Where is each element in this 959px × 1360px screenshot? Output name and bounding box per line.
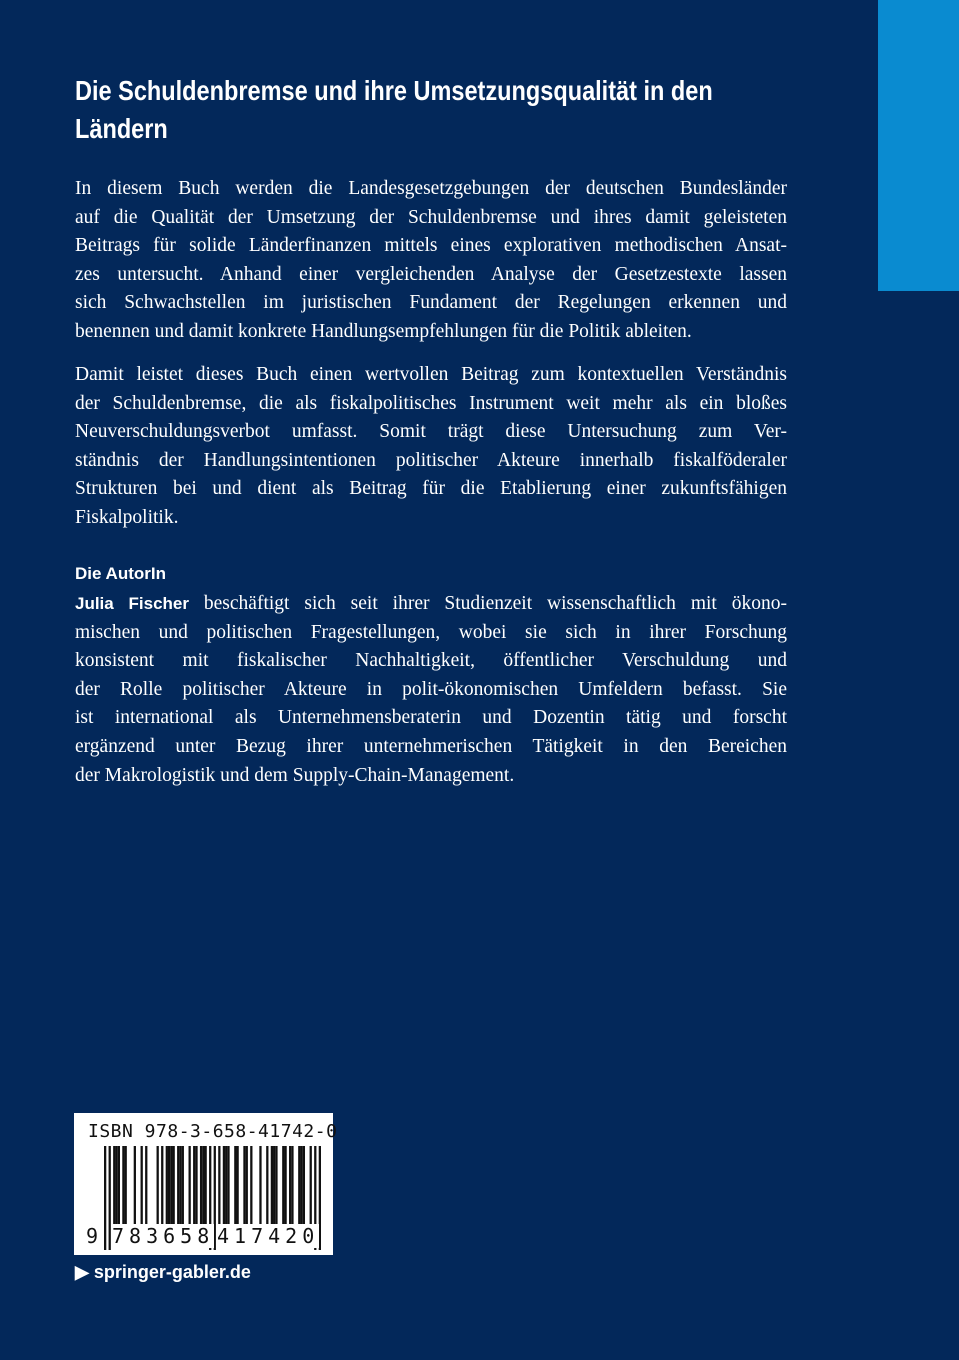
barcode-bar xyxy=(157,1146,159,1227)
barcode-bar xyxy=(250,1146,252,1227)
book-title xyxy=(75,72,831,148)
barcode-bar xyxy=(303,1146,305,1227)
text-line: Damit leistet dieses Buch einen wertvollen Beitrag zum kontextuellen Verständnis xyxy=(75,364,787,385)
arrow-icon: ▶ xyxy=(75,1262,89,1282)
barcode-bar xyxy=(125,1146,127,1227)
author-bio-text: beschäftigt sich seit ihrer Studienzeit wissenschaftlich mit ökono- xyxy=(188,593,788,614)
barcode-bar xyxy=(161,1146,163,1227)
text-line: der Rolle politischer Akteure in polit-ökonomischen Umfeldern befasst. Sie xyxy=(75,678,787,700)
barcode-bar xyxy=(223,1146,225,1227)
barcode-bar xyxy=(291,1146,293,1227)
barcode-bar xyxy=(275,1146,277,1227)
barcode-bar xyxy=(289,1146,291,1227)
barcode-bar xyxy=(282,1146,284,1227)
text-line: ergänzend unter Bezug ihrer unternehmerischen Tätigkeit in den Bereichen xyxy=(75,735,787,757)
text-line: zes untersucht. Anhand einer vergleichenden Analyse der Gesetzestexte lassen xyxy=(75,263,787,285)
barcode-first-digit: 9 xyxy=(86,1224,104,1248)
text-line: der Makrologistik und dem Supply-Chain-Management. xyxy=(75,764,515,786)
text-line: sich Schwachstellen im juristischen Fundament der Regelungen erkennen und xyxy=(75,292,787,314)
barcode-right-digits: 417420 xyxy=(217,1224,320,1248)
barcode-bar xyxy=(273,1146,275,1227)
barcode-bar xyxy=(122,1146,124,1227)
barcode-bar xyxy=(300,1146,302,1227)
barcode-bar xyxy=(179,1146,181,1227)
text-line: Fiskalpolitik. xyxy=(75,506,179,528)
title-line: Ländern xyxy=(75,113,168,144)
description-paragraph-1 xyxy=(75,175,787,347)
barcode-bar xyxy=(218,1146,220,1227)
barcode-bar xyxy=(166,1146,168,1227)
barcode-bar xyxy=(104,1146,106,1250)
barcode-bar xyxy=(205,1146,207,1227)
text-line: ständnis der Handlungsintentionen politischer Akteure innerhalb fiskalföderaler xyxy=(75,449,787,471)
barcode-bar xyxy=(177,1146,179,1227)
barcode-bar xyxy=(113,1146,115,1227)
barcode-bar xyxy=(134,1146,136,1227)
text-line: benennen und damit konkrete Handlungsempfehlungen für die Politik ableiten. xyxy=(75,320,692,342)
barcode-bar xyxy=(234,1146,236,1227)
text-line: Neuverschuldungsverbot umfasst. Somit trägt diese Untersuchung zum Ver- xyxy=(75,421,787,443)
isbn-barcode xyxy=(74,1113,338,1255)
barcode-bar xyxy=(266,1146,268,1227)
barcode-bar xyxy=(284,1146,286,1227)
barcode-bar xyxy=(236,1146,238,1227)
title-line: Die Schuldenbremse und ihre Umsetzungsqualität in den xyxy=(75,75,713,106)
barcode-bar xyxy=(259,1146,261,1227)
text-line: Beitrags für solide Länderfinanzen mittels eines explorativen methodischen Ansat- xyxy=(75,235,787,257)
accent-bar xyxy=(878,0,959,291)
barcode-bar xyxy=(193,1146,195,1227)
barcode-bar xyxy=(168,1146,170,1227)
publisher-link[interactable] xyxy=(75,1262,251,1283)
barcode-bar xyxy=(189,1146,191,1227)
text-line: auf die Qualität der Umsetzung der Schuldenbremse und ihres damit geleisteten xyxy=(75,206,787,228)
barcode-bar xyxy=(227,1146,229,1227)
barcode-bar xyxy=(298,1146,300,1227)
isbn-label: ISBN 978-3-658-41742-0 xyxy=(88,1121,338,1142)
text-line: ist international als Unternehmensberaterin und Dozentin tätig und forscht xyxy=(75,707,787,729)
text-line: In diesem Buch werden die Landesgesetzgebungen der deutschen Bundesländer xyxy=(75,178,787,199)
text-line: konsistent mit fiskalischer Nachhaltigkeit, öffentlicher Verschuldung und xyxy=(75,650,787,672)
barcode-bar xyxy=(170,1146,172,1227)
barcode-bar xyxy=(109,1146,111,1250)
text-line: mischen und politischen Fragestellungen, wobei sie sich in ihrer Forschung xyxy=(75,621,787,643)
barcode-bar xyxy=(115,1146,117,1227)
website-text: springer-gabler.de xyxy=(93,1262,251,1282)
text-line: der Schuldenbremse, die als fiskalpolitisches Instrument weit mehr als ein bloßes xyxy=(75,392,787,414)
barcode-bar xyxy=(246,1146,248,1227)
barcode-bar xyxy=(118,1146,120,1227)
barcode-bar xyxy=(202,1146,204,1227)
barcode-bar xyxy=(195,1146,197,1227)
barcode-bar xyxy=(243,1146,245,1227)
barcode-bar xyxy=(200,1146,202,1227)
author-heading: Die AutorIn xyxy=(75,564,166,583)
text-line: Strukturen bei und dient als Beitrag für die Etablierung einer zukunftsfähigen xyxy=(75,478,787,500)
barcode-bar xyxy=(310,1146,312,1227)
barcode-bar xyxy=(182,1146,184,1227)
barcode-bar xyxy=(225,1146,227,1227)
author-bio xyxy=(75,590,787,790)
barcode-bar xyxy=(173,1146,175,1227)
barcode-bar xyxy=(271,1146,273,1227)
barcode-bar xyxy=(145,1146,147,1227)
barcode-left-digits: 783658 xyxy=(112,1224,215,1248)
barcode-bar xyxy=(141,1146,143,1227)
author-name: Julia Fischer xyxy=(75,594,189,613)
description-paragraph-2 xyxy=(75,361,787,533)
